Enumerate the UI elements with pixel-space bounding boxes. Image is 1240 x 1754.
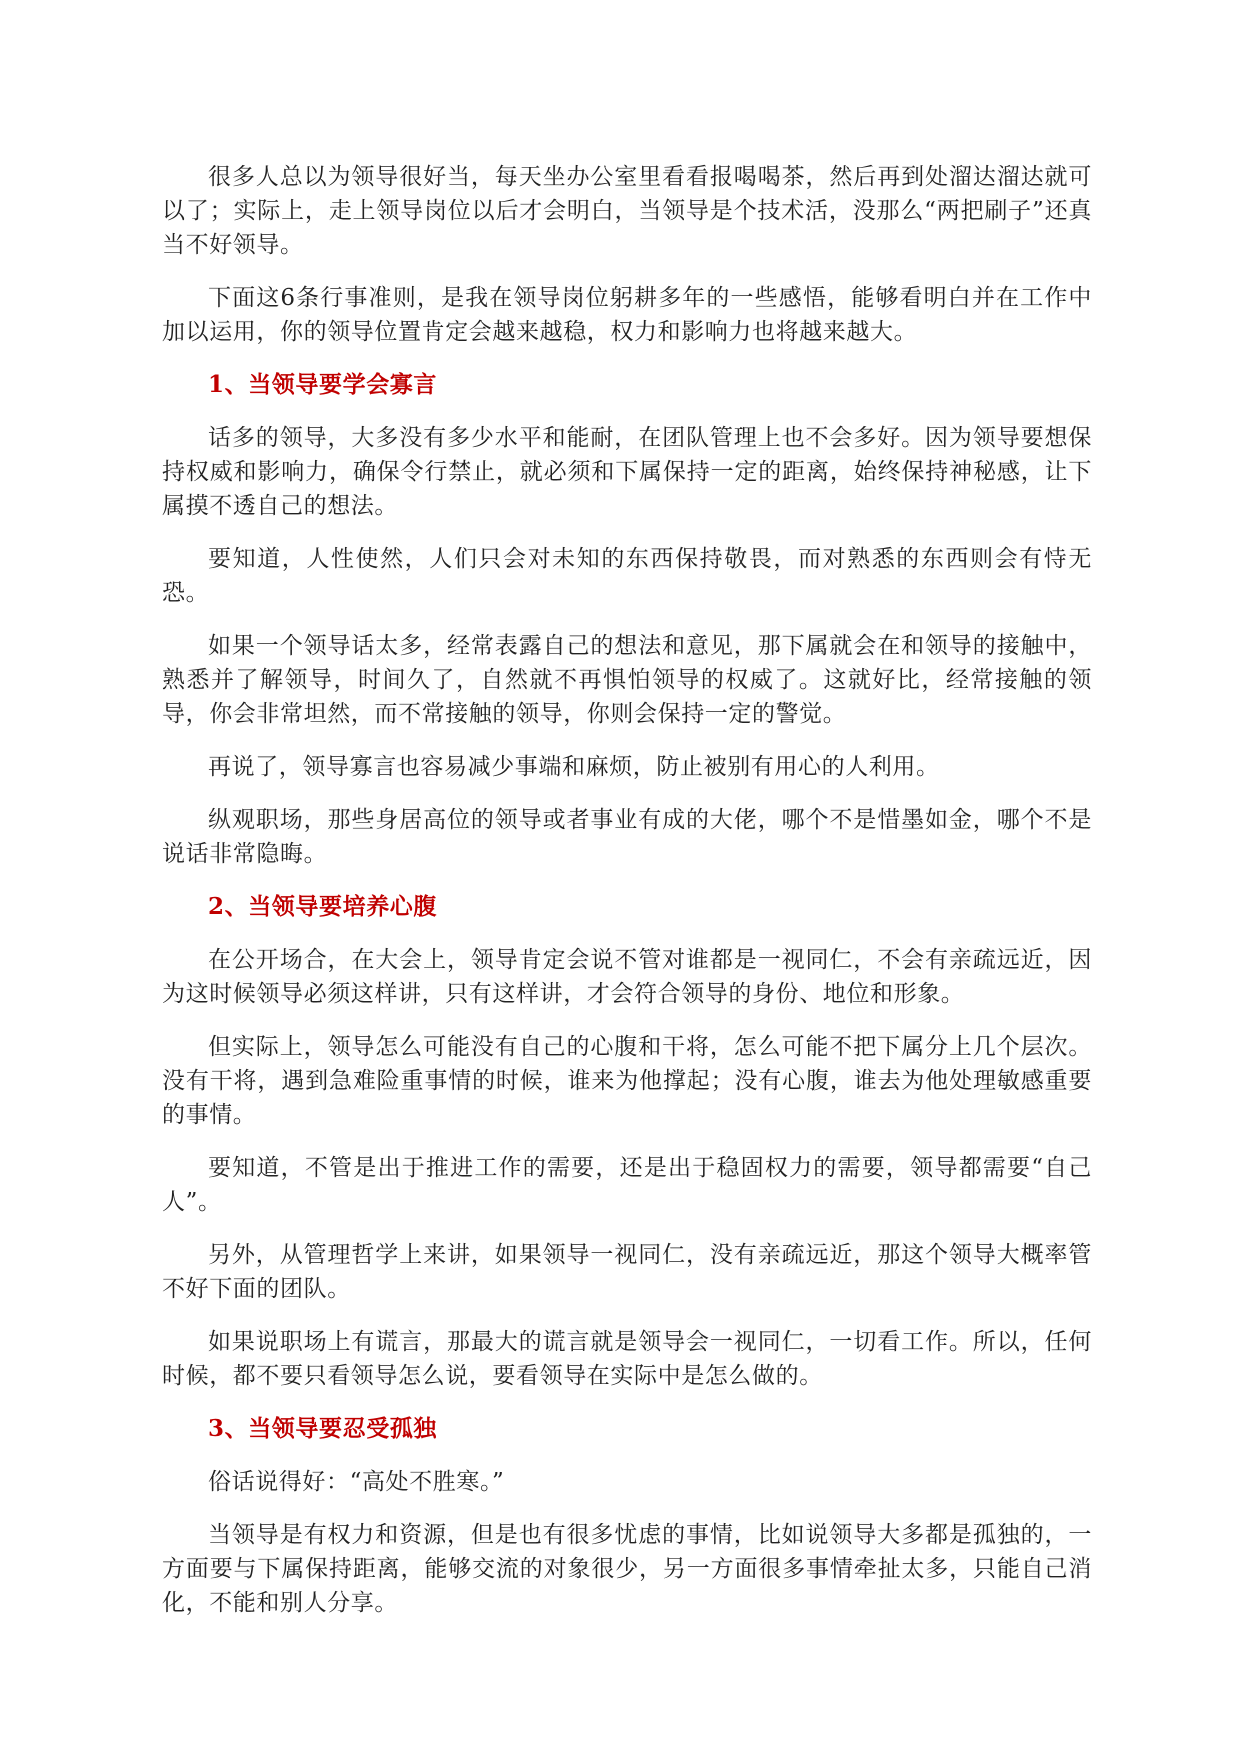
paragraph: 另外，从管理哲学上来讲，如果领导一视同仁，没有亲疏远近，那这个领导大概率管不好下面的团队。 (162, 1242, 1092, 1302)
paragraph: 纵观职场，那些身居高位的领导或者事业有成的大佬，哪个不是惜墨如金，哪个不是说话非常隐晦。 (162, 807, 1092, 867)
paragraph: 再说了，领导寡言也容易减少事端和麻烦，防止被别有用心的人利用。 (208, 754, 940, 780)
paragraph: 很多人总以为领导很好当，每天坐办公室里看看报喝喝茶，然后再到处溜达溜达就可以了；实际上，走上领导岗位以后才会明白，当领导是个技术活，没那么“两把刷子”还真当不好领导。 (162, 164, 1092, 258)
paragraph: 如果说职场上有谎言，那最大的谎言就是领导会一视同仁，一切看工作。所以，任何时候，都不要只看领导怎么说，要看领导在实际中是怎么做的。 (162, 1329, 1092, 1389)
section-heading: 3、当领导要忍受孤独 (208, 1415, 438, 1442)
paragraph: 要知道，不管是出于推进工作的需要，还是出于稳固权力的需要，领导都需要“自己人”。 (162, 1155, 1092, 1215)
paragraph: 俗话说得好：“高处不胜寒。” (208, 1469, 505, 1495)
section-heading: 2、当领导要培养心腹 (208, 893, 438, 920)
paragraph: 在公开场合，在大会上，领导肯定会说不管对谁都是一视同仁，不会有亲疏远近，因为这时候领导必须这样讲，只有这样讲，才会符合领导的身份、地位和形象。 (162, 947, 1092, 1007)
paragraph: 要知道，人性使然，人们只会对未知的东西保持敬畏，而对熟悉的东西则会有恃无恐。 (162, 546, 1092, 606)
paragraph: 如果一个领导话太多，经常表露自己的想法和意见，那下属就会在和领导的接触中，熟悉并了解领导，时间久了，自然就不再惧怕领导的权威了。这就好比，经常接触的领导，你会非常坦然，而不常接触的领导，你则会保持一定的警觉。 (162, 633, 1092, 727)
paragraph: 当领导是有权力和资源，但是也有很多忧虑的事情，比如说领导大多都是孤独的，一方面要与下属保持距离，能够交流的对象很少，另一方面很多事情牵扯太多，只能自己消化，不能和别人分享。 (162, 1522, 1092, 1616)
document-body (162, 160, 1092, 1639)
paragraph: 话多的领导，大多没有多少水平和能耐，在团队管理上也不会多好。因为领导要想保持权威和影响力，确保令行禁止，就必须和下属保持一定的距离，始终保持神秘感，让下属摸不透自己的想法。 (162, 425, 1092, 519)
paragraph: 但实际上，领导怎么可能没有自己的心腹和干将，怎么可能不把下属分上几个层次。没有干将，遇到急难险重事情的时候，谁来为他撑起；没有心腹，谁去为他处理敏感重要的事情。 (162, 1034, 1092, 1128)
paragraph: 下面这6条行事准则，是我在领导岗位躬耕多年的一些感悟，能够看明白并在工作中加以运用，你的领导位置肯定会越来越稳，权力和影响力也将越来越大。 (162, 285, 1092, 345)
section-heading: 1、当领导要学会寡言 (208, 371, 438, 398)
